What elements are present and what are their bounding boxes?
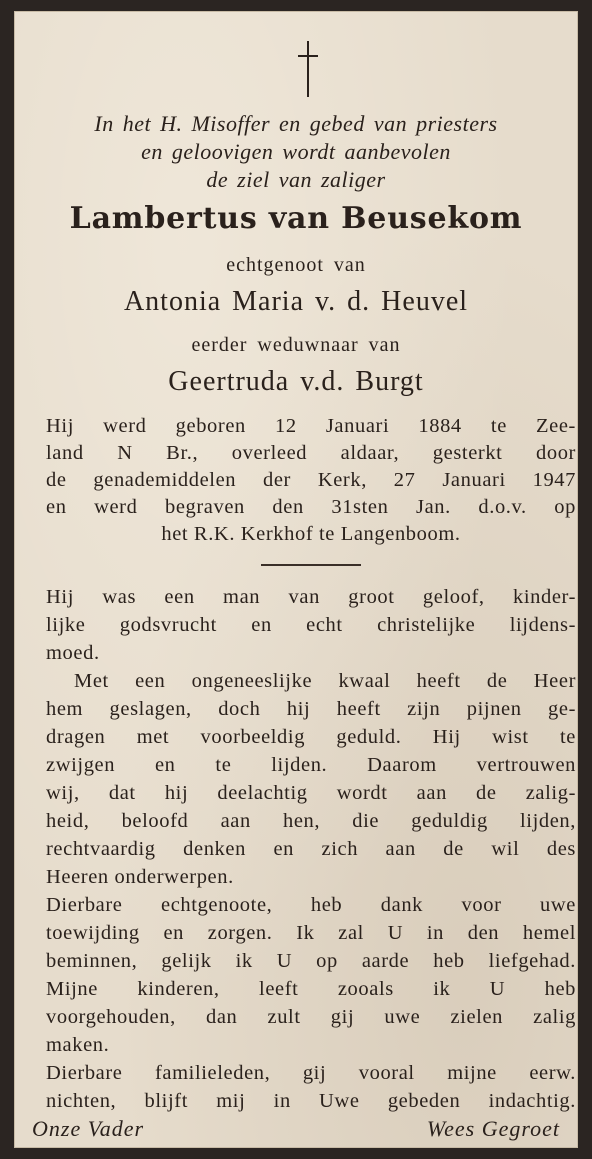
- text-line: Dierbare familieleden, gij vooral mijne eerw.: [46, 1062, 576, 1084]
- text-line: beminnen, gelijk ik U op aarde heb liefgehad.: [46, 950, 576, 972]
- text-line: dragen met voorbeeldig geduld. Hij wist te: [46, 726, 576, 748]
- text-line: wij, dat hij deelachtig wordt aan de zalig-: [46, 782, 576, 804]
- text-line: Met een ongeneeslijke kwaal heeft de Heer: [74, 670, 576, 692]
- bio-line: land N Br., overleed aldaar, gesterkt door: [46, 442, 576, 464]
- text-line: maken.: [46, 1034, 110, 1056]
- first-wife-name: Geertruda v.d. Burgt: [168, 366, 424, 397]
- text-line: Hij was een man van groot geloof, kinder-: [46, 586, 576, 608]
- spouse-intro: echtgenoot van: [226, 254, 366, 276]
- text-line: Dierbare echtgenoote, heb dank voor uwe: [46, 894, 576, 916]
- text-line: voorgehouden, dan zult gij uwe zielen zalig: [46, 1006, 576, 1028]
- bio-line: Hij werd geboren 12 Januari 1884 te Zee-: [46, 415, 576, 437]
- bio-line: het R.K. Kerkhof te Langenboom.: [161, 523, 461, 545]
- prayer-hail-mary: Wees Gegroet: [426, 1116, 560, 1141]
- text-line: nichten, blijft mij in Uwe gebeden indachtig.: [46, 1090, 576, 1112]
- deceased-name: Lambertus van Beusekom: [69, 201, 523, 236]
- prayer-our-father: Onze Vader: [32, 1116, 145, 1141]
- intro-line-2: en geloovigen wordt aanbevolen: [141, 139, 451, 164]
- intro-line-3: de ziel van zaliger: [206, 167, 386, 192]
- text-line: moed.: [46, 642, 100, 664]
- divider: [261, 564, 361, 566]
- text-line: Heeren onderwerpen.: [46, 866, 234, 888]
- text-line: zwijgen en te lijden. Daarom vertrouwen: [46, 754, 576, 776]
- text-line: heid, beloofd aan hen, die geduldig lijden,: [46, 810, 576, 832]
- spouse-name: Antonia Maria v. d. Heuvel: [123, 286, 469, 317]
- text-line: rechtvaardig denken en zich aan de wil des: [46, 838, 576, 860]
- text-line: hem geslagen, doch hij heeft zijn pijnen ge-: [46, 698, 576, 720]
- widower-intro: eerder weduwnaar van: [191, 334, 401, 356]
- text-line: lijke godsvrucht en echt christelijke lijdens-: [46, 614, 576, 636]
- bio-line: de genademiddelen der Kerk, 27 Januari 1947: [46, 469, 576, 491]
- text-line: toewijding en zorgen. Ik zal U in den hemel: [46, 922, 576, 944]
- intro-line-1: In het H. Misoffer en gebed van priesters: [94, 111, 498, 136]
- text-line: Mijne kinderen, leeft zooals ik U heb: [46, 978, 576, 1000]
- memorial-card: [14, 11, 578, 1148]
- bio-line: en werd begraven den 31sten Jan. d.o.v. op: [46, 496, 576, 518]
- cross-icon: [298, 41, 318, 97]
